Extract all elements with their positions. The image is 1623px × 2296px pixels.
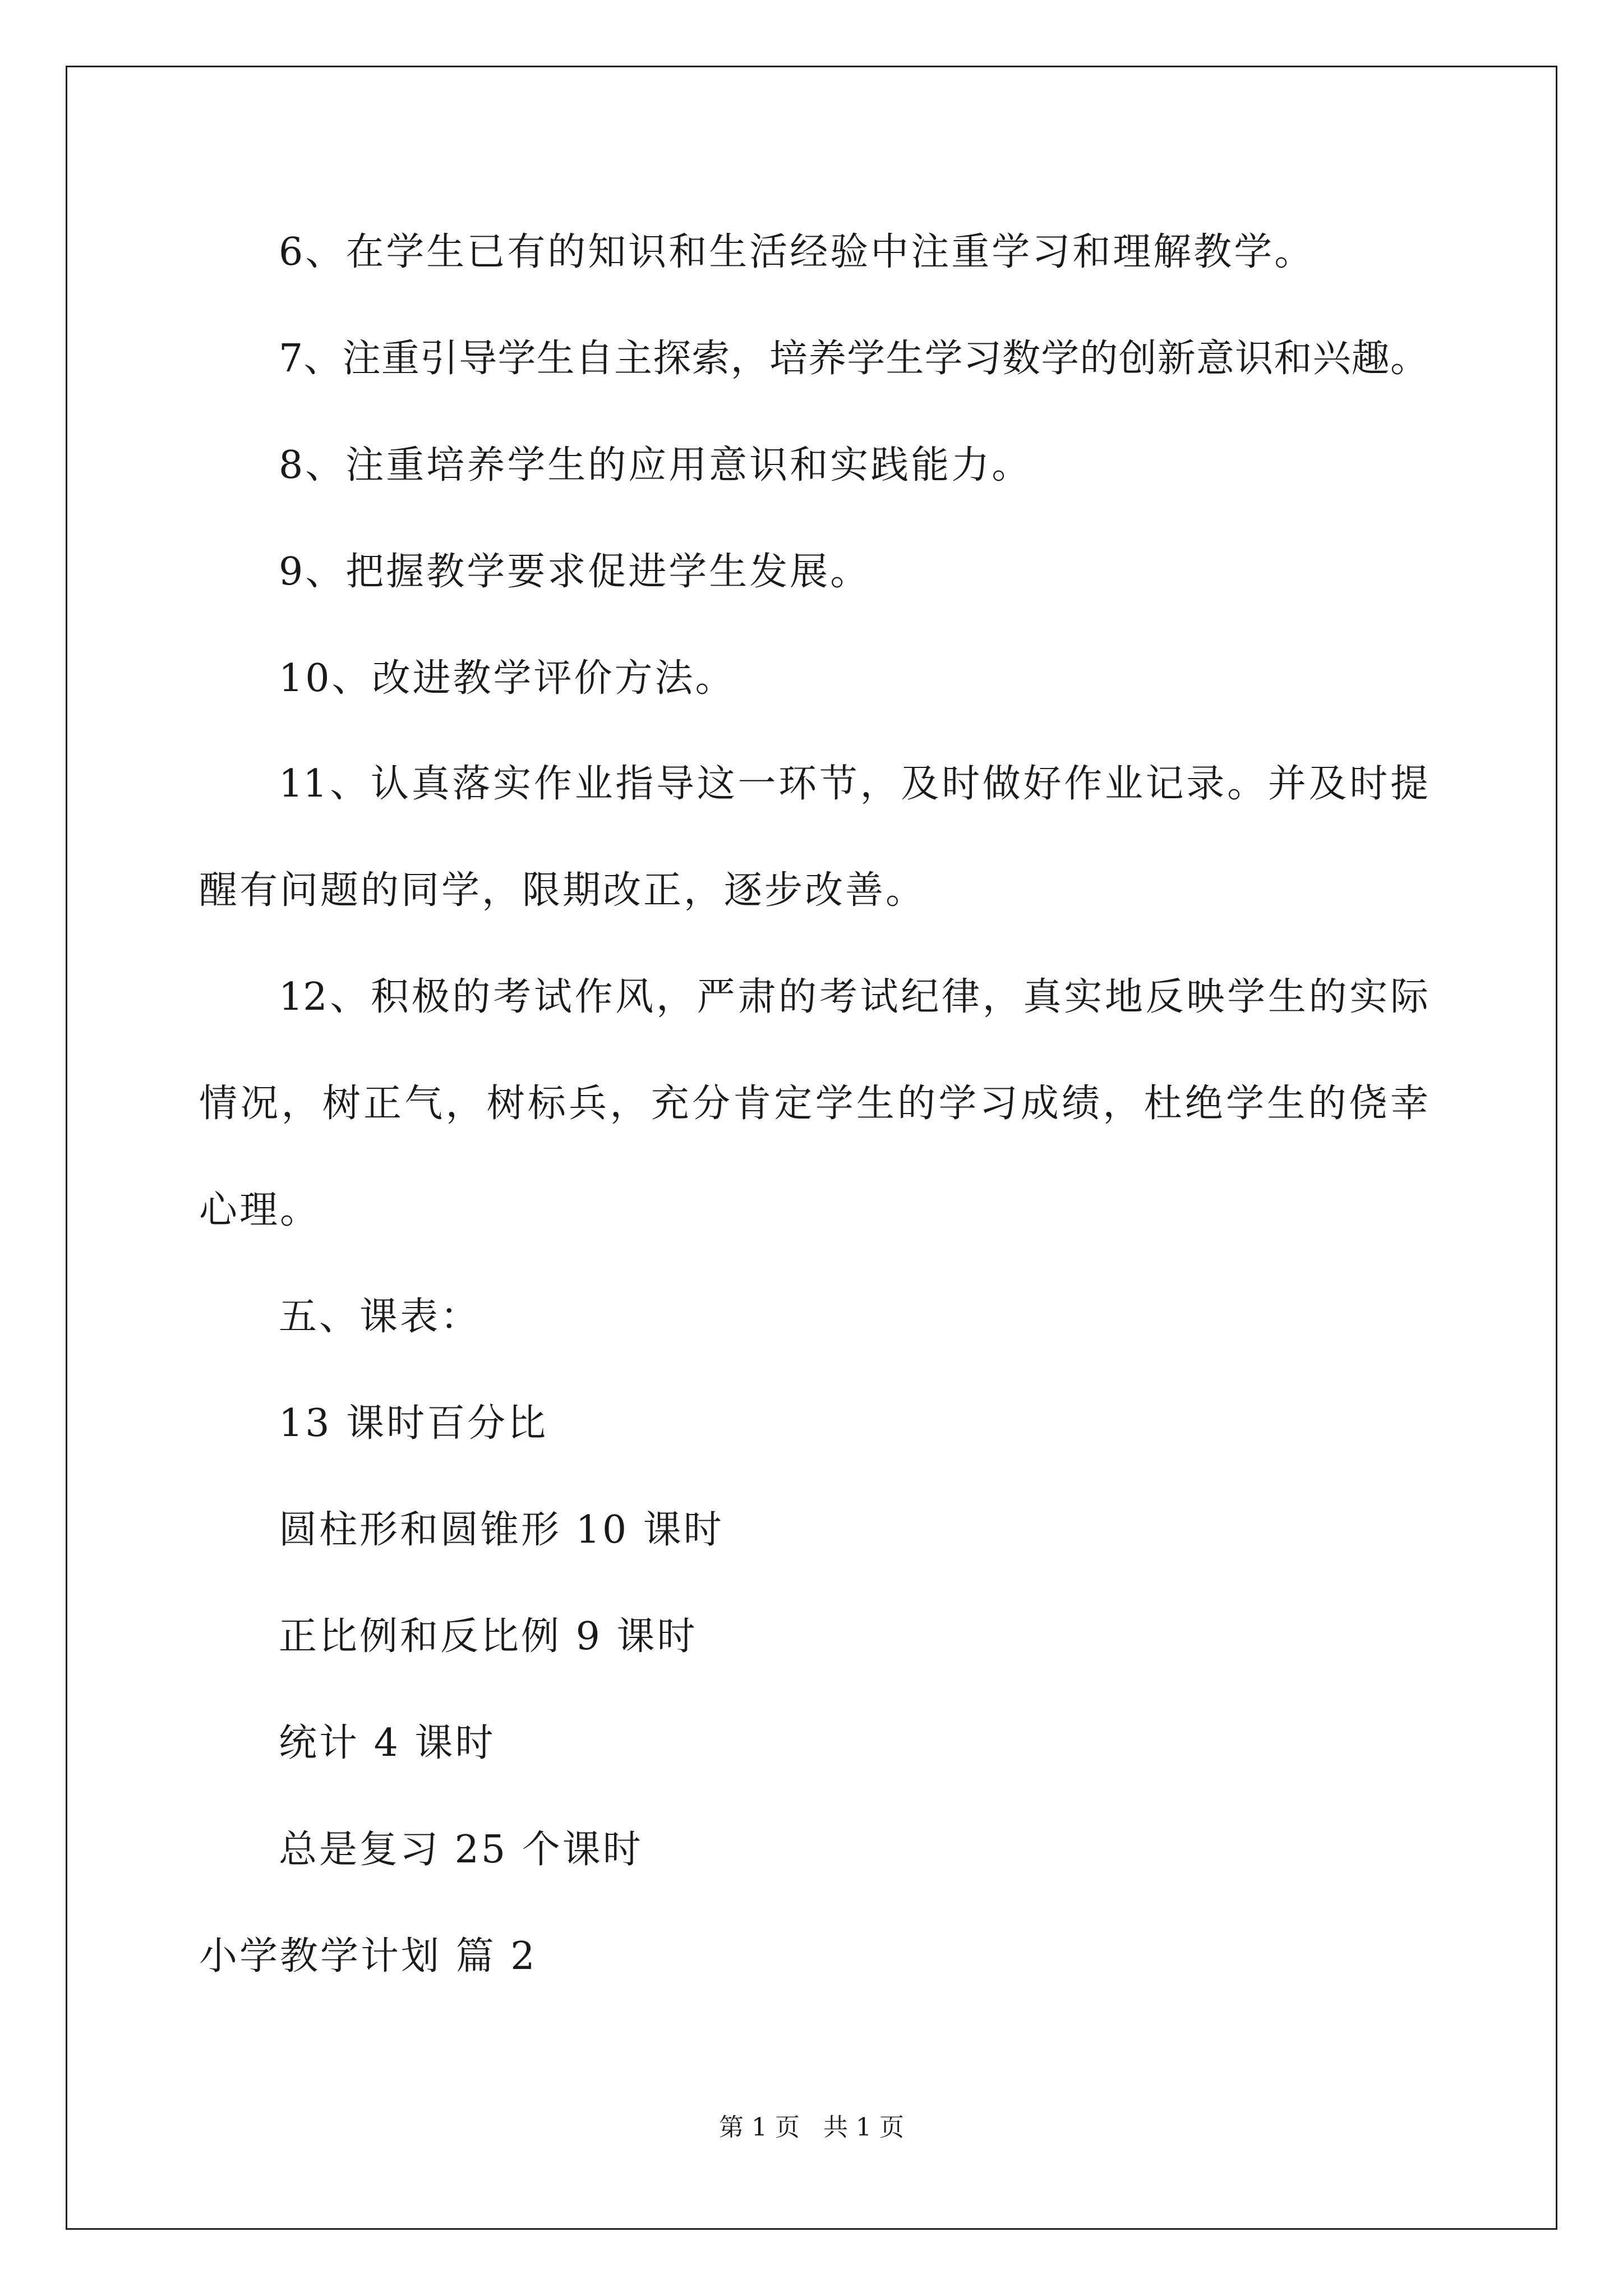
paragraph-item-9: 9、把握教学要求促进学生发展。 [279, 550, 871, 594]
paragraph-item-10: 10、改进教学评价方法。 [279, 656, 736, 701]
paragraph-item-6: 6、在学生已有的知识和生活经验中注重学习和理解教学。 [279, 230, 1315, 274]
schedule-heading: 五、课表： [279, 1295, 481, 1339]
paragraph-item-11-line-1: 11、认真落实作业指导这一环节，及时做好作业记录。并及时提 [279, 762, 1428, 806]
paragraph-item-7: 7、注重引导学生自主探索，培养学生学习数学的创新意识和兴趣。 [279, 337, 1428, 381]
schedule-row: 正比例和反比例 9 课时 [279, 1614, 698, 1659]
paragraph-item-12-line-1: 12、积极的考试作风，严肃的考试纪律，真实地反映学生的实际 [279, 975, 1428, 1019]
schedule-row: 圆柱形和圆锥形 10 课时 [279, 1508, 724, 1552]
section-title: 小学教学计划 篇 2 [199, 1934, 537, 1978]
page-border [66, 66, 1557, 2230]
schedule-row: 13 课时百分比 [279, 1401, 548, 1446]
paragraph-item-12-line-2: 情况，树正气，树标兵，充分肯定学生的学习成绩，杜绝学生的侥幸 [199, 1082, 1428, 1126]
paragraph-item-11-line-2: 醒有问题的同学，限期改正，逐步改善。 [199, 868, 926, 913]
page-footer: 第 1 页 共 1 页 [719, 2113, 904, 2142]
paragraph-item-12-line-3: 心理。 [199, 1188, 321, 1232]
schedule-row: 统计 4 课时 [279, 1721, 496, 1765]
paragraph-item-8: 8、注重培养学生的应用意识和实践能力。 [279, 443, 1032, 487]
schedule-row: 总是复习 25 个课时 [279, 1828, 643, 1872]
